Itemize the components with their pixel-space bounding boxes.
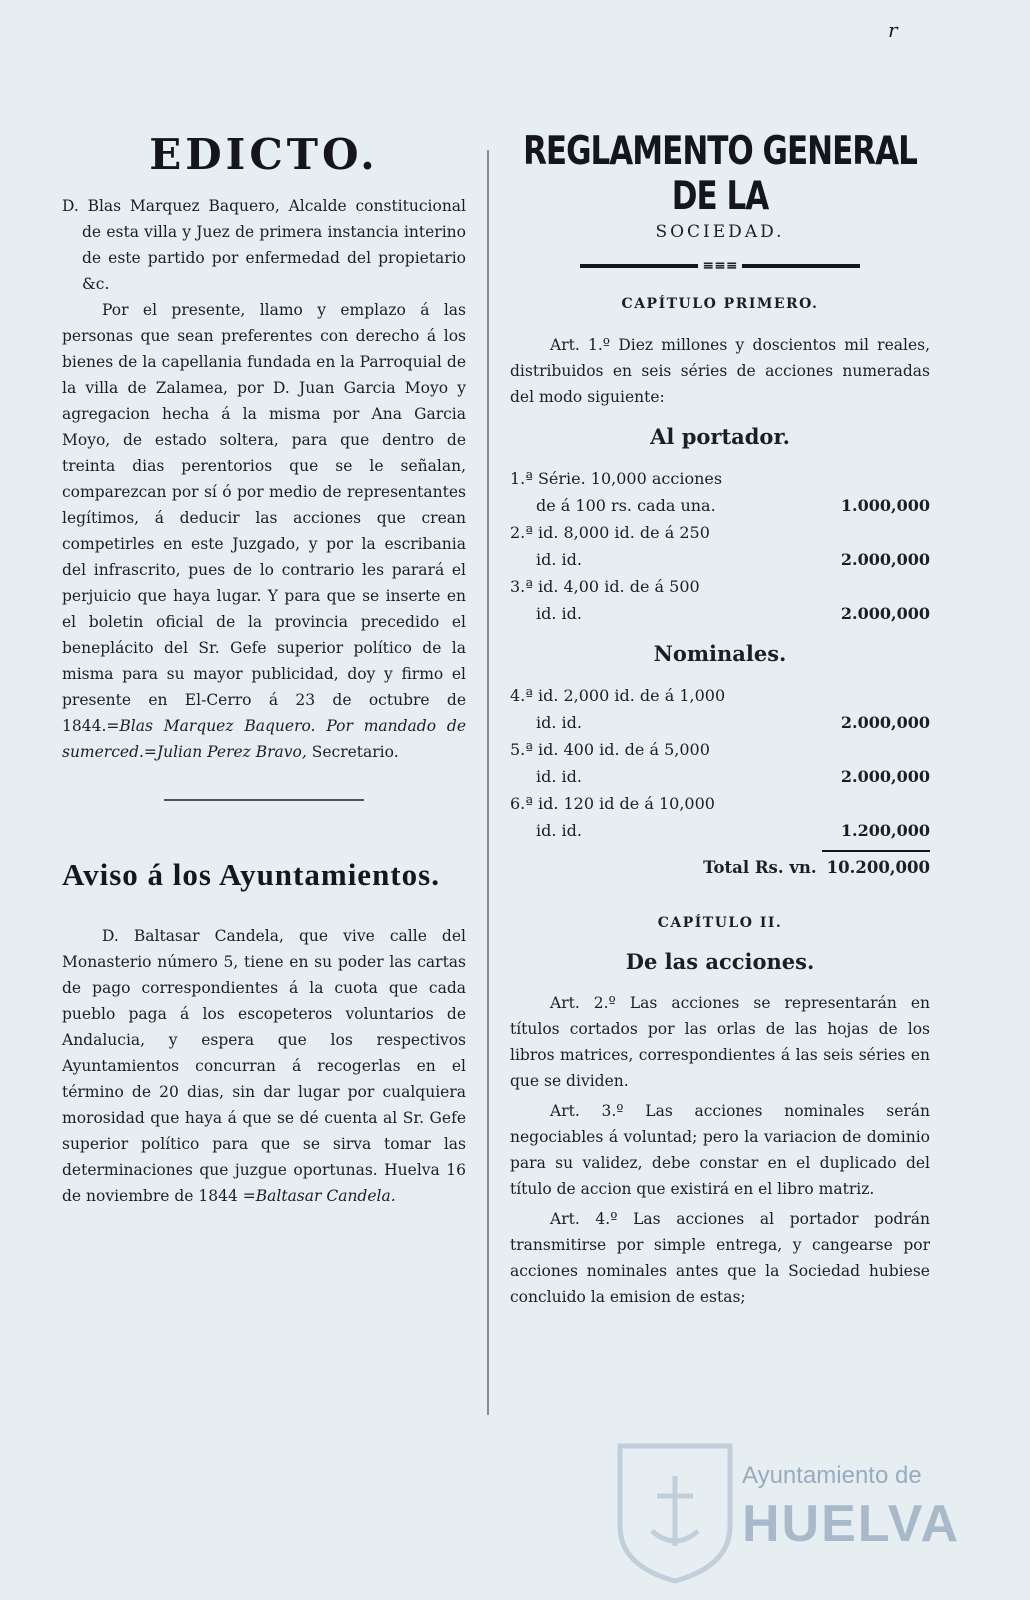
portador-row-label: id. id. — [536, 604, 582, 623]
nominales-row-amount: 2.000,000 — [840, 767, 930, 786]
nominales-table — [510, 682, 930, 844]
edicto-intro: D. Blas Marquez Baquero, Alcalde constitucional de esta villa y Juez de primera instancia interino de este partido por enfermedad del propietario &c. — [62, 197, 466, 293]
aviso-title: Aviso á los Ayuntamientos. — [62, 857, 440, 892]
total-label: Total Rs. vn. — [703, 858, 817, 877]
nominales-row-amount: 1.200,000 — [840, 821, 930, 840]
chapter-one-heading: CAPÍTULO PRIMERO. — [621, 296, 819, 312]
edicto-signature-role: Secretario. — [311, 743, 399, 761]
portador-table — [510, 465, 930, 627]
portador-row-amount: 2.000,000 — [840, 604, 930, 623]
article-4: Art. 4.º Las acciones al portador podrán transmitirse por simple entrega, y cangearse por acciones nominales antes que la Sociedad hubiese concluido la emision de estas; — [510, 1210, 930, 1306]
edicto-body — [62, 297, 466, 765]
nominales-row — [510, 763, 930, 790]
nominales-heading: Nominales. — [653, 641, 787, 666]
portador-row-label: 3.ª id. 4,00 id. de á 500 — [510, 577, 700, 596]
nominales-row-label: id. id. — [536, 713, 582, 732]
nominales-row-amount: 2.000,000 — [840, 713, 930, 732]
nominales-row-label: id. id. — [536, 767, 582, 786]
nominales-row — [510, 709, 930, 736]
total-value: 10.200,000 — [826, 858, 930, 877]
portador-row — [510, 492, 930, 519]
chapter-two-heading: CAPÍTULO II. — [657, 915, 783, 931]
nominales-row — [510, 817, 930, 844]
section-divider — [164, 799, 364, 801]
corner-mark: r — [888, 18, 898, 42]
watermark-line-2: HUELVA — [742, 1495, 961, 1553]
nominales-row-label: 6.ª id. 120 id de á 10,000 — [510, 794, 715, 813]
edicto-title: EDICTO. — [149, 130, 379, 179]
aviso-signature: =Baltasar Candela. — [242, 1187, 396, 1205]
portador-row — [510, 600, 930, 627]
right-column — [510, 130, 930, 1310]
article-1: Art. 1.º Diez millones y doscientos mil reales, distribuidos en seis séries de acciones numeradas del modo siguiente: — [510, 336, 930, 406]
portador-row-label: de á 100 rs. cada una. — [536, 496, 716, 515]
nominales-row — [510, 682, 930, 709]
reglamento-subtitle: SOCIEDAD. — [655, 222, 785, 242]
portador-row — [510, 519, 930, 546]
ornament-rule — [510, 258, 930, 274]
edicto-signature: =Blas Marquez Baquero. Por mandado de sumerced.=Julian Perez Bravo, — [62, 717, 466, 761]
total-rule — [822, 850, 930, 852]
portador-row-label: id. id. — [536, 550, 582, 569]
article-3: Art. 3.º Las acciones nominales serán negociables á voluntad; pero la variacion de dominio para su validez, debe constar en el duplicado del título de accion que existirá en el libro matriz. — [510, 1102, 930, 1198]
edicto-body-text: Por el presente, llamo y emplazo á las personas que sean preferentes con derecho á los bienes de la capellania fundada en la Parroquial de la villa de Zalamea, por D. Juan Garcia Moyo y agregacion hecha á la misma por Ana Garcia Moyo, de estado soltera, para que dentro de treinta dias perentorios que se le señalan, comparezcan por sí ó por medio de representantes legítimos, á deducir las acciones que crean competirles en este Juzgado, y por la escribania del infrascrito, pues de lo contrario les parará el perjuicio que haya lugar. Y para que se inserte en el boletin oficial de la provincia precedido el beneplácito del Sr. Gefe superior político de la misma para su mayor publicidad, doy y firmo el presente en El-Cerro á 23 de octubre de 1844. — [62, 301, 466, 735]
nominales-row-label: 5.ª id. 400 id. de á 5,000 — [510, 740, 710, 759]
portador-row — [510, 465, 930, 492]
nominales-row — [510, 736, 930, 763]
column-divider — [487, 150, 489, 1415]
portador-row-amount: 1.000,000 — [840, 496, 930, 515]
ornament-glyph: ≡≡≡ — [702, 258, 738, 274]
nominales-row-label: 4.ª id. 2,000 id. de á 1,000 — [510, 686, 726, 705]
ornament-bar-right — [742, 264, 860, 268]
portador-row-label: 1.ª Série. 10,000 acciones — [510, 469, 723, 488]
nominales-row-label: id. id. — [536, 821, 582, 840]
reglamento-title: REGLAMENTO GENERAL DE LA — [523, 129, 917, 219]
ornament-bar-left — [580, 264, 698, 268]
aviso-body-text: D. Baltasar Candela, que vive calle del Monasterio número 5, tiene en su poder las cartas de pago correspondientes á la cuota que cada pueblo paga á los escopeteros voluntarios de Andalucia, y espera que los respectivos Ayuntamientos concurran á recogerlas en el término de 20 dias, sin dar lugar por cualquiera morosidad que haya á que se dé cuenta al Sr. Gefe superior político para que se sirva tomar las determinaciones que juzgue oportunas. Huelva 16 de noviembre de 1844 — [62, 927, 466, 1205]
article-2: Art. 2.º Las acciones se representarán en títulos cortados por las orlas de las hojas de los libros matrices, correspondientes á las seis séries en que se dividen. — [510, 994, 930, 1090]
portador-row-amount: 2.000,000 — [840, 550, 930, 569]
portador-row — [510, 546, 930, 573]
portador-row-label: 2.ª id. 8,000 id. de á 250 — [510, 523, 710, 542]
left-column — [62, 130, 466, 1209]
portador-row — [510, 573, 930, 600]
de-las-acciones-heading: De las acciones. — [625, 949, 815, 974]
total-row — [510, 858, 930, 877]
watermark-line-1: Ayuntamiento de — [742, 1462, 922, 1489]
al-portador-heading: Al portador. — [650, 424, 790, 449]
aviso-body — [62, 923, 466, 1209]
nominales-row — [510, 790, 930, 817]
